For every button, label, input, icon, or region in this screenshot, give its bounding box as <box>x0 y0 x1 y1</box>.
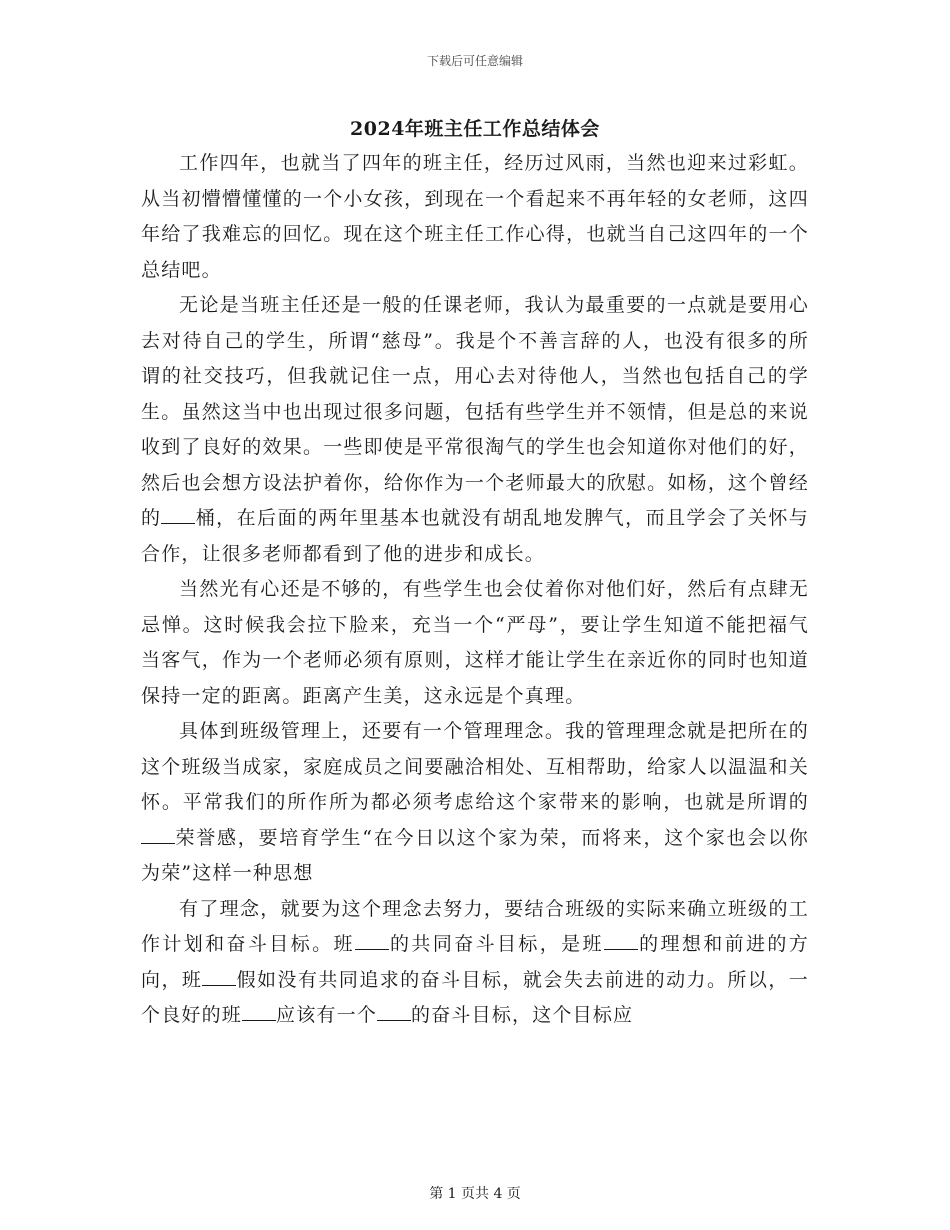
paragraph-text: 假如没有共同追求的奋斗目标，就会失去前进的动力。所以，一个良好的班 <box>141 968 809 1026</box>
document-body <box>141 146 809 1034</box>
paragraph-text: 工作四年，也就当了四年的班主任，经历过风雨，当然也迎来过彩虹。从当初懵懵懂懂的一个小女孩，到现在一个看起来不再年轻的女老师，这四年给了我难忘的回忆。现在这个班主任工作心得，也就当自己这四年的一个总结吧。 <box>141 152 809 281</box>
paragraph-4 <box>141 714 809 892</box>
header-note: 下载后可任意编辑 <box>426 54 523 68</box>
paragraph-5 <box>141 892 809 1034</box>
paragraph-text: 桶，在后面的两年里基本也就没有胡乱地发脾气，而且学会了关怀与合作，让很多老师都看到了他的进步和成长。 <box>141 507 809 565</box>
blank-underline <box>355 931 389 950</box>
blank-underline <box>141 825 175 844</box>
paragraph-text: 荣誉感，要培育学生“在今日以这个家为荣，而将来，这个家也会以你为荣”这样一种思想 <box>141 826 809 884</box>
blank-underline <box>202 967 236 986</box>
paragraph-text: 的共同奋斗目标，是班 <box>388 933 604 955</box>
paragraph-1 <box>141 146 809 288</box>
paragraph-text: 当然光有心还是不够的，有些学生也会仗着你对他们好，然后有点肆无忌惮。这时候我会拉下脸来，充当一个“严母”，要让学生知道不能把福气当客气，作为一个老师必须有原则，这样才能让学生在亲近你的同时也知道保持一定的距离。距离产生美，这永远是个真理。 <box>141 578 809 707</box>
paragraph-3 <box>141 572 809 714</box>
paragraph-text: 有了理念，就要为这个理念去努力，要结合班级的实际来确立班级的工作计划和奋斗目标。班 <box>141 897 809 955</box>
document-title: 2024年班主任工作总结体会 <box>350 118 600 140</box>
paragraph-text: 应该有一个 <box>276 1004 378 1026</box>
blank-underline <box>377 1002 411 1021</box>
blank-underline <box>242 1002 276 1021</box>
blank-underline <box>161 505 195 524</box>
paragraph-text: 无论是当班主任还是一般的任课老师，我认为最重要的一点就是要用心去对待自己的学生，所谓“慈母”。我是个不善言辞的人，也没有很多的所谓的社交技巧，但我就记住一点，用心去对待他人，当然也包括自己的学生。虽然这当中也出现过很多问题，包括有些学生并不领情，但是总的来说收到了良好的效果。一些即使是平常很淘气的学生也会知道你对他们的好，然后也会想方设法护着你，给你作为一个老师最大的欣慰。如杨，这个曾经的 <box>141 294 809 529</box>
page-footer: 第 1 页共 4 页 <box>429 1186 521 1202</box>
paragraph-text: 的理想和前进的方向，班 <box>141 933 809 991</box>
paragraph-text: 具体到班级管理上，还要有一个管理理念。我的管理理念就是把所在的这个班级当成家，家庭成员之间要融洽相处、互相帮助，给家人以温温和关怀。平常我们的所作所为都必须考虑给这个家带来的影响，也就是所谓的 <box>141 720 809 813</box>
paragraph-text: 的奋斗目标，这个目标应 <box>411 1004 634 1026</box>
paragraph-2 <box>141 288 809 572</box>
blank-underline <box>604 931 638 950</box>
